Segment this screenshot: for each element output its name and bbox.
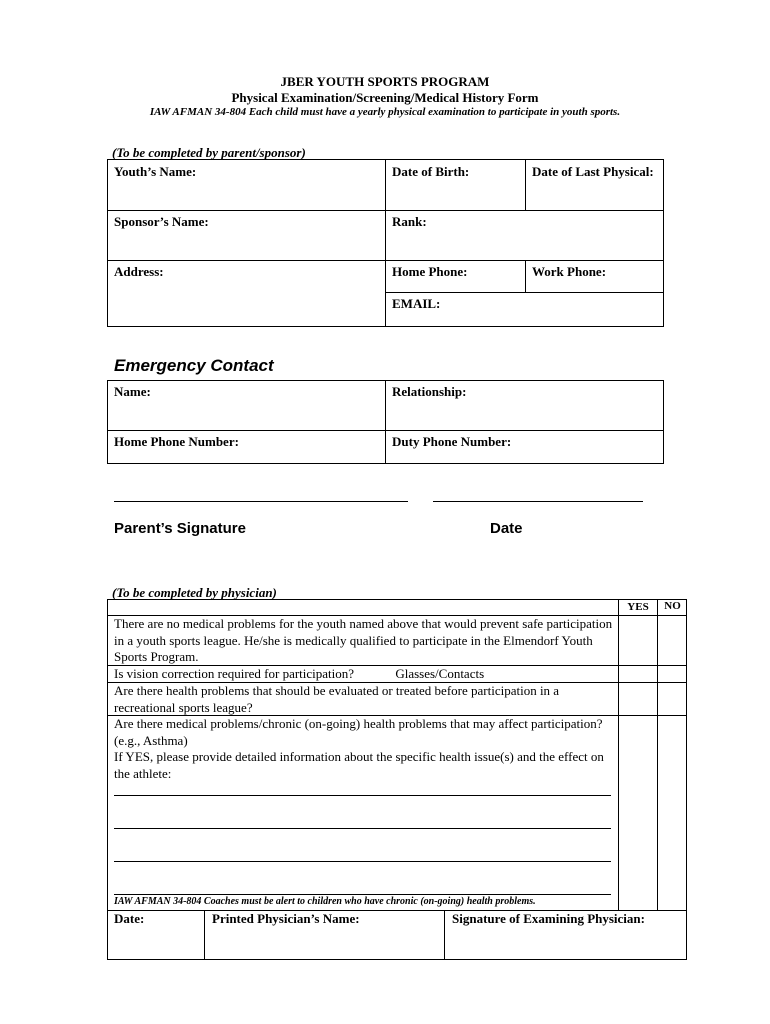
- parent-table-row-line: [107, 210, 664, 211]
- details-line-3[interactable]: [114, 861, 611, 862]
- youth-name-field[interactable]: Youth’s Name:: [114, 164, 197, 179]
- parent-signature-line[interactable]: [114, 501, 408, 502]
- physician-section-caption: (To be completed by physician): [112, 585, 277, 600]
- yes-column-line: [618, 599, 619, 910]
- emergency-contact-title: Emergency Contact: [114, 356, 274, 375]
- parent-section-caption: (To be completed by parent/sponsor): [112, 145, 306, 160]
- duty-phone-field[interactable]: Duty Phone Number:: [392, 434, 512, 449]
- relationship-field[interactable]: Relationship:: [392, 384, 467, 399]
- parent-table-row-line-3: [385, 292, 664, 293]
- question-health-problems: Are there health problems that should be evaluated or treated before participation in a recreational sports league?: [114, 683, 560, 715]
- form-subtitle: Physical Examination/Screening/Medical History Form: [231, 90, 539, 105]
- emergency-name-field[interactable]: Name:: [114, 384, 151, 399]
- bottom-divider-2: [444, 910, 445, 960]
- details-line-2[interactable]: [114, 828, 611, 829]
- no-header: NO: [664, 600, 681, 612]
- form-title: JBER YOUTH SPORTS PROGRAM: [280, 74, 490, 89]
- sponsor-name-field[interactable]: Sponsor’s Name:: [114, 214, 209, 229]
- printed-physician-name-field[interactable]: Printed Physician’s Name:: [212, 911, 360, 926]
- work-phone-field[interactable]: Work Phone:: [532, 264, 607, 279]
- form-requirement-note: IAW AFMAN 34-804 Each child must have a yearly physical examination to participate in youth sports.: [149, 106, 621, 118]
- question-vision: [114, 666, 614, 683]
- last-physical-field[interactable]: Date of Last Physical:: [532, 164, 654, 179]
- address-field[interactable]: Address:: [114, 264, 164, 279]
- signature-date-label: Date: [490, 520, 523, 537]
- emergency-table-row-line: [107, 430, 664, 431]
- signature-date-line[interactable]: [433, 501, 643, 502]
- no-column-line: [657, 599, 658, 910]
- emergency-home-phone-field[interactable]: Home Phone Number:: [114, 434, 239, 449]
- details-line-1[interactable]: [114, 795, 611, 796]
- yes-header: YES: [627, 601, 649, 613]
- parent-signature-label: Parent’s Signature: [114, 520, 246, 537]
- coaches-note: IAW AFMAN 34-804 Coaches must be alert to children who have chronic (on-going) health problems.: [114, 896, 536, 907]
- rank-field[interactable]: Rank:: [392, 214, 427, 229]
- email-field[interactable]: EMAIL:: [392, 296, 441, 311]
- physician-date-field[interactable]: Date:: [114, 911, 145, 926]
- bottom-divider-1: [204, 910, 205, 960]
- dob-field[interactable]: Date of Birth:: [392, 164, 470, 179]
- question-chronic-details: If YES, please provide detailed information about the specific health issue(s) and the effect on the athlete:: [114, 749, 604, 781]
- parent-table-row-line-2: [107, 260, 664, 261]
- home-phone-field[interactable]: Home Phone:: [392, 264, 468, 279]
- question-no-medical-problems: There are no medical problems for the youth named above that would prevent safe participation in a youth sports league. He/she is medically qualified to participate in the Elmendorf Youth Sports Program.: [114, 616, 613, 664]
- physician-signature-field[interactable]: Signature of Examining Physician:: [452, 911, 645, 926]
- question-chronic-problems: Are there medical problems/chronic (on-going) health problems that may affect participation? (e.g., Asthma): [114, 716, 603, 748]
- question-vision-text: Is vision correction required for participation?: [114, 666, 355, 681]
- glasses-contacts-label: Glasses/Contacts: [395, 666, 485, 681]
- details-line-4[interactable]: [114, 894, 611, 895]
